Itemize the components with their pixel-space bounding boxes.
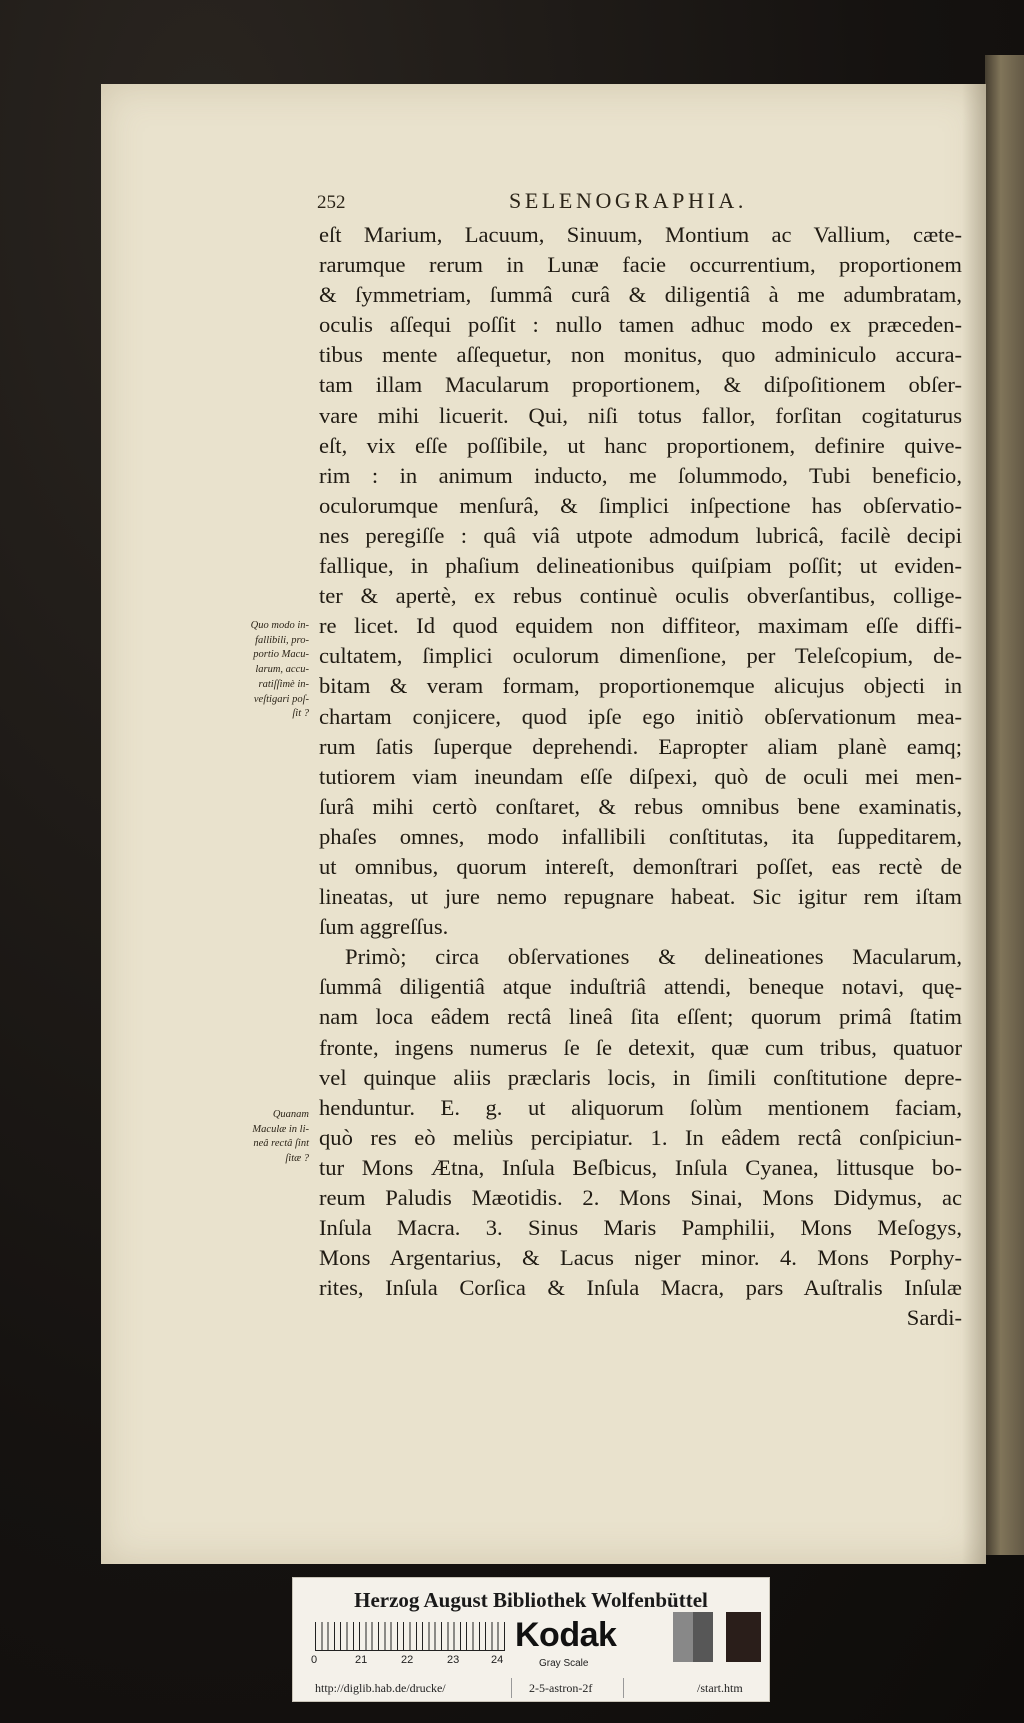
text-line: reum Paludis Mæotidis. 2. Mons Sinai, Mons Didymus, ac (319, 1185, 962, 1210)
gray-scale-label: Gray Scale (539, 1658, 589, 1669)
scale-ruler (315, 1622, 505, 1651)
color-target-card (292, 1577, 770, 1702)
body-text (319, 220, 962, 1333)
gray-swatch (673, 1612, 693, 1662)
text-line: rites, Inſula Corſica & Inſula Macra, pars Auſtralis Inſulæ (319, 1275, 962, 1301)
text-line: & ſymmetriam, ſummâ curâ & diligentiâ à me adumbratam, (319, 282, 962, 308)
marginal-line: neâ rectâ ſint (253, 1138, 309, 1150)
marginal-line: Quo modo in- (250, 620, 309, 631)
marginal-line: veſtigari poſ- (253, 693, 309, 705)
text-line: chartam conjicere, quod ipſe ego initiò obſervationum mea- (319, 703, 962, 729)
text-line: tutiorem viam ineundam eſſe diſpexi, quò de oculi mei men- (319, 763, 962, 789)
ruler-number: 0 (311, 1654, 318, 1666)
marginal-line: ſitæ ? (285, 1153, 309, 1165)
text-line: eſt Marium, Lacuum, Sinuum, Montium ac Vallium, cæte- (319, 222, 962, 247)
marginal-line: ratiſſimè in- (258, 678, 309, 690)
text-line: rum ſatis ſuperque deprehendi. Eapropter aliam planè eamq; (319, 733, 962, 759)
kodak-logo: Kodak (515, 1616, 617, 1654)
url-separator (623, 1678, 624, 1698)
ruler-number: 24 (491, 1654, 504, 1666)
page-header (101, 188, 986, 218)
ruler-number: 23 (447, 1654, 460, 1666)
page-number: 252 (317, 192, 346, 213)
text-line: oculorumque menſurâ, & ſimplici inſpectione has obſervatio- (319, 492, 962, 518)
text-line: ſummâ diligentiâ atque induſtriâ attendi, beneque notavi, quę- (319, 974, 962, 1000)
text-line: quò res eò meliùs percipiatur. 1. In eâdem rectâ conſpiciun- (319, 1124, 962, 1150)
text-line: ter & apertè, ex rebus continuè oculis obverſantibus, collige- (319, 583, 962, 609)
marginal-note-1 (239, 619, 309, 722)
text-line: oculis aſſequi poſſit : nullo tamen adhuc modo ex præceden- (319, 312, 962, 338)
url-id: 2-5-astron-2f (529, 1681, 593, 1695)
marginal-line: portio Macu- (253, 649, 309, 661)
url-row (293, 1678, 769, 1700)
text-line: ſum aggreſſus. (319, 914, 449, 940)
adjacent-page-edge (985, 55, 1024, 1555)
text-line: Inſula Macra. 3. Sinus Maris Pamphilii, Mons Meſogys, (319, 1215, 962, 1241)
book-page (101, 84, 986, 1564)
text-line: rarumque rerum in Lunæ facie occurrentium, proportionem (319, 252, 962, 278)
text-line: tam illam Macularum proportionem, & diſpoſitionem obſer- (319, 372, 962, 398)
text-line: nes peregiſſe : quâ viâ utpote admodum lubricâ, facilè decipi (319, 522, 962, 548)
text-line: lineatas, ut jure nemo repugnare habeat. Sic igitur rem iſtam (319, 884, 962, 910)
url-separator (511, 1678, 512, 1698)
url-base: http://diglib.hab.de/drucke/ (315, 1681, 446, 1695)
text-line: bitam & veram formam, proportionemque alicujus objecti in (319, 673, 962, 699)
marginal-line: Quanam (272, 1109, 309, 1120)
marginal-line: ſit ? (292, 708, 309, 720)
url-suffix: /start.htm (697, 1681, 743, 1695)
text-line: re licet. Id quod equidem non diffiteor, maximam eſſe diffi- (319, 613, 962, 639)
text-line: cultatem, ſimplici oculorum dimenſione, per Teleſcopium, de- (319, 643, 962, 669)
text-line: vare mihi licuerit. Qui, niſi totus fallor, forſitan cogitaturus (319, 402, 962, 428)
text-line: ut omnibus, quorum intereſt, demonſtrari poſſet, eas rectè de (319, 853, 962, 879)
gray-swatch (693, 1612, 713, 1662)
text-line: vel quinque aliis præclaris locis, in ſimili conſtitutione depre- (319, 1064, 962, 1090)
marginal-note-2 (239, 1108, 309, 1167)
text-line: Mons Argentarius, & Lacus niger minor. 4. Mons Porphy- (319, 1245, 962, 1271)
text-line: tibus mente aſſequetur, non monitus, quo adminiculo accura- (319, 342, 962, 368)
page-gutter-shadow (962, 84, 986, 1564)
text-line: rim : in animum inducto, me ſolummodo, Tubi beneficio, (319, 462, 962, 488)
text-line: eſt, vix eſſe poſſibile, ut hanc proportionem, definire quive- (319, 432, 962, 458)
text-line: fronte, ingens numerus ſe ſe detexit, quæ cum tribus, quatuor (319, 1034, 962, 1060)
dark-swatch (726, 1612, 761, 1662)
marginal-line: larum, accu- (255, 664, 309, 676)
text-line: Primò; circa obſervationes & delineationes Macularum, (345, 944, 962, 970)
text-line: nam loca eâdem rectâ lineâ ſita eſſent; quorum primâ ſtatim (319, 1004, 962, 1030)
library-name: Herzog August Bibliothek Wolfenbüttel (354, 1588, 708, 1612)
text-line: fallique, in phaſium delineationibus quiſpiam poſſit; ut eviden- (319, 553, 962, 579)
text-line: Sardi- (906, 1305, 962, 1331)
text-line: henduntur. E. g. ut aliquorum ſolùm mentionem faciam, (319, 1094, 962, 1120)
text-line: phaſes omnes, modo infallibili conſtitutas, ita ſuppeditarem, (319, 823, 962, 849)
ruler-number: 21 (355, 1654, 368, 1666)
running-title: SELENOGRAPHIA. (509, 188, 748, 213)
text-line: ſurâ mihi certò conſtaret, & rebus omnibus bene examinatis, (319, 793, 962, 819)
marginal-line: Maculæ in li- (252, 1123, 309, 1135)
marginal-line: fallibili, pro- (255, 634, 309, 646)
ruler-number: 22 (401, 1654, 414, 1666)
text-line: tur Mons Ætna, Inſula Beſbicus, Inſula Cyanea, littusque bo- (319, 1154, 962, 1180)
